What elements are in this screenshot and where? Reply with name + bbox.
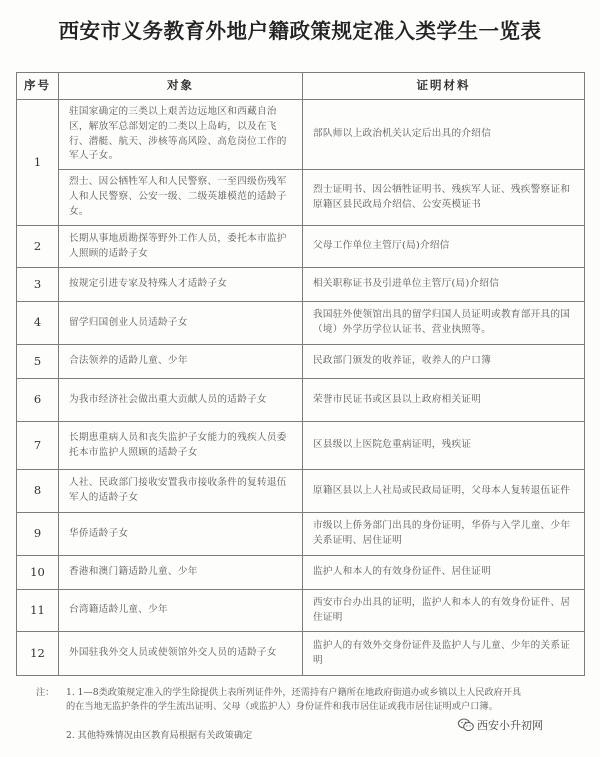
table-row — [17, 470, 585, 513]
row-proof: 烈士证明书、因公牺牲证明书、残疾军人证、残疾警察证和原籍区县民政局介绍信、公安英模证书 — [303, 170, 585, 226]
row-target: 长期从事地质勘探等野外工作人员，委托本市监护人照顾的适龄子女 — [59, 226, 303, 268]
row-target: 留学归国创业人员适龄子女 — [59, 302, 303, 345]
row-proof: 荣誉市民证书或区县以上政府相关证明 — [303, 379, 585, 422]
table-row — [17, 513, 585, 556]
row-target: 为我市经济社会做出重大贡献人员的适龄子女 — [59, 379, 303, 422]
table-row — [17, 170, 585, 226]
row-proof: 我国驻外使领馆出具的留学归国人员证明或教育部开具的国（境）外学历学位认证书、营业执照等。 — [303, 302, 585, 345]
row-proof: 市级以上侨务部门出具的身份证明，华侨与入学儿童、少年关系证明、居住证明 — [303, 513, 585, 556]
row-proof: 部队师以上政治机关认定后出具的介绍信 — [303, 100, 585, 170]
table-row — [17, 590, 585, 632]
row-proof: 监护人的有效外交身份证件及监护人与儿童、少年的关系证明 — [303, 632, 585, 676]
header-target: 对象 — [59, 73, 303, 100]
header-seq: 序号 — [17, 73, 59, 100]
wechat-icon — [458, 718, 474, 732]
row-proof: 原籍区县以上人社局或民政局证明，父母本人复转退伍证件 — [303, 470, 585, 513]
row-number: 6 — [17, 379, 59, 422]
watermark-text: 西安小升初网 — [477, 719, 543, 732]
row-proof: 西安市台办出具的证明，监护人和本人的有效身份证件、居住证明 — [303, 590, 585, 632]
policy-table — [16, 72, 585, 676]
table-row — [17, 379, 585, 422]
row-target: 华侨适龄子女 — [59, 513, 303, 556]
row-number: 4 — [17, 302, 59, 345]
row-number: 12 — [17, 632, 59, 676]
row-target: 驻国家确定的三类以上艰苦边远地区和西藏自治区，解放军总部划定的二类以上岛屿，以及在飞行、潜艇、航天、涉核等高风险、高危岗位工作的军人子女。 — [59, 100, 303, 170]
row-number: 3 — [17, 268, 59, 302]
row-number: 8 — [17, 470, 59, 513]
table-header-row — [17, 73, 585, 100]
table-row — [17, 345, 585, 379]
row-number: 2 — [17, 226, 59, 268]
row-number: 9 — [17, 513, 59, 556]
table-row — [17, 268, 585, 302]
row-target: 外国驻我外交人员或使领馆外交人员的适龄子女 — [59, 632, 303, 676]
row-target: 台湾籍适龄儿童、少年 — [59, 590, 303, 632]
row-number: 10 — [17, 556, 59, 590]
table-row — [17, 632, 585, 676]
header-proof: 证明材料 — [303, 73, 585, 100]
note-1: 1. 1—8类政策规定准入的学生除提供上表所列证件外，还需持有户籍所在地政府街道办或乡镇以上人民政府开具的在当地无监护条件的学生流出证明、父母（或监护人）身份证件和我市居住证或我市居住证明或户口簿。 — [66, 687, 522, 712]
row-target: 合法领养的适龄儿童、少年 — [59, 345, 303, 379]
row-number: 11 — [17, 590, 59, 632]
row-target: 香港和澳门籍适龄儿童、少年 — [59, 556, 303, 590]
watermark — [458, 717, 543, 733]
table-row — [17, 422, 585, 470]
row-target: 长期患重病人员和丧失监护子女能力的残疾人员委托本市监护人照顾的适龄子女 — [59, 422, 303, 470]
row-proof: 父母工作单位主管厅(局)介绍信 — [303, 226, 585, 268]
page-title: 西安市义务教育外地户籍政策规定准入类学生一览表 — [58, 19, 542, 43]
row-number: 7 — [17, 422, 59, 470]
row-target: 烈士、因公牺牲军人和人民警察、一至四级伤残军人和人民警察、公安一级、二级英雄模范的适龄子女。 — [59, 170, 303, 226]
note-2: 2. 其他特殊情况由区教育局根据有关政策确定 — [66, 730, 253, 741]
table-row — [17, 556, 585, 590]
table-row — [17, 226, 585, 268]
row-proof: 相关职称证书及引进单位主管厅(局)介绍信 — [303, 268, 585, 302]
notes-label: 注： — [36, 687, 55, 698]
row-proof: 民政部门颁发的收养证，收养人的户口簿 — [303, 345, 585, 379]
row-target: 按规定引进专家及特殊人才适龄子女 — [59, 268, 303, 302]
table-row — [17, 302, 585, 345]
table-row — [17, 100, 585, 170]
row-number: 5 — [17, 345, 59, 379]
row-number: 1 — [17, 100, 59, 226]
row-target: 人社、民政部门接收安置我市接收条件的复转退伍军人的适龄子女 — [59, 470, 303, 513]
row-proof: 区县级以上医院危重病证明，残疾证 — [303, 422, 585, 470]
row-proof: 监护人和本人的有效身份证件、居住证明 — [303, 556, 585, 590]
